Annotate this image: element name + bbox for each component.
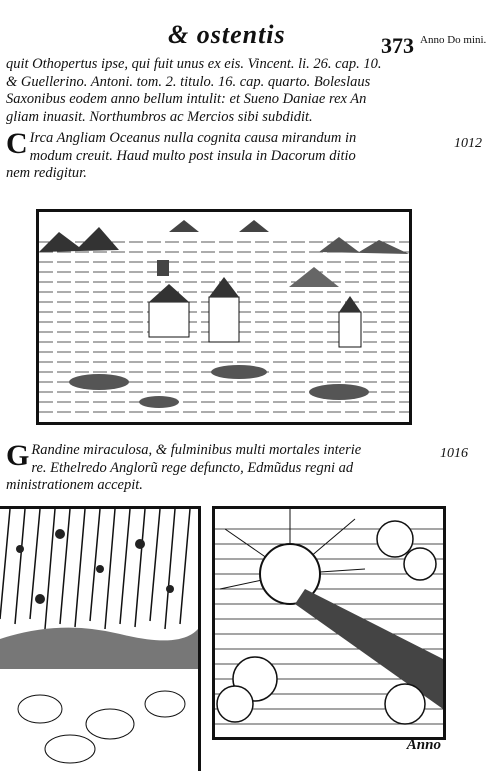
text-line: gliam inuasit. Northumbros ac Mercios sibi subdidit. (6, 108, 313, 125)
text-line: quit Othopertus ipse, qui fuit unus ex eis. Vincent. li. 26. cap. 10. (6, 56, 382, 72)
paragraph-1 (6, 56, 381, 126)
text-line: Saxonibus eodem anno bellum intulit: et Sueno Daniae rex An (6, 91, 367, 107)
margin-note: Anno Do mini. (420, 34, 487, 46)
text-line: Irca Angliam Oceanus nulla cognita causa mirandum in (29, 130, 357, 146)
page-number: 373 (381, 33, 414, 58)
sun-woodcut (212, 506, 446, 740)
sun-illustration (215, 509, 443, 737)
text-line: ministrationem accepit. (6, 477, 143, 493)
hailstorm-woodcut (0, 506, 201, 771)
text-line: nem redigitur. (6, 165, 87, 181)
paragraph-2 (6, 127, 357, 183)
drop-capital: G (6, 439, 30, 472)
flood-illustration (39, 212, 409, 422)
margin-year: 1016 (440, 446, 468, 461)
paragraph-3 (6, 439, 362, 495)
drop-capital: C (6, 127, 28, 160)
text-line: modum creuit. Haud multo post insula in Dacorum ditio (29, 147, 356, 164)
flood-woodcut (36, 209, 412, 425)
running-header: & ostentis (168, 20, 286, 49)
margin-year: 1012 (454, 136, 482, 151)
catchword: Anno (406, 737, 441, 753)
text-line: & Guellerino. Antoni. tom. 2. titulo. 16. cap. quarto. Boleslaus (6, 73, 371, 90)
hailstorm-illustration (0, 509, 198, 771)
text-line: re. Ethelredo Anglorũ rege defuncto, Edmũdus regni ad (31, 459, 354, 476)
text-line: Randine miraculosa, & fulminibus multi mortales interie (31, 442, 362, 458)
